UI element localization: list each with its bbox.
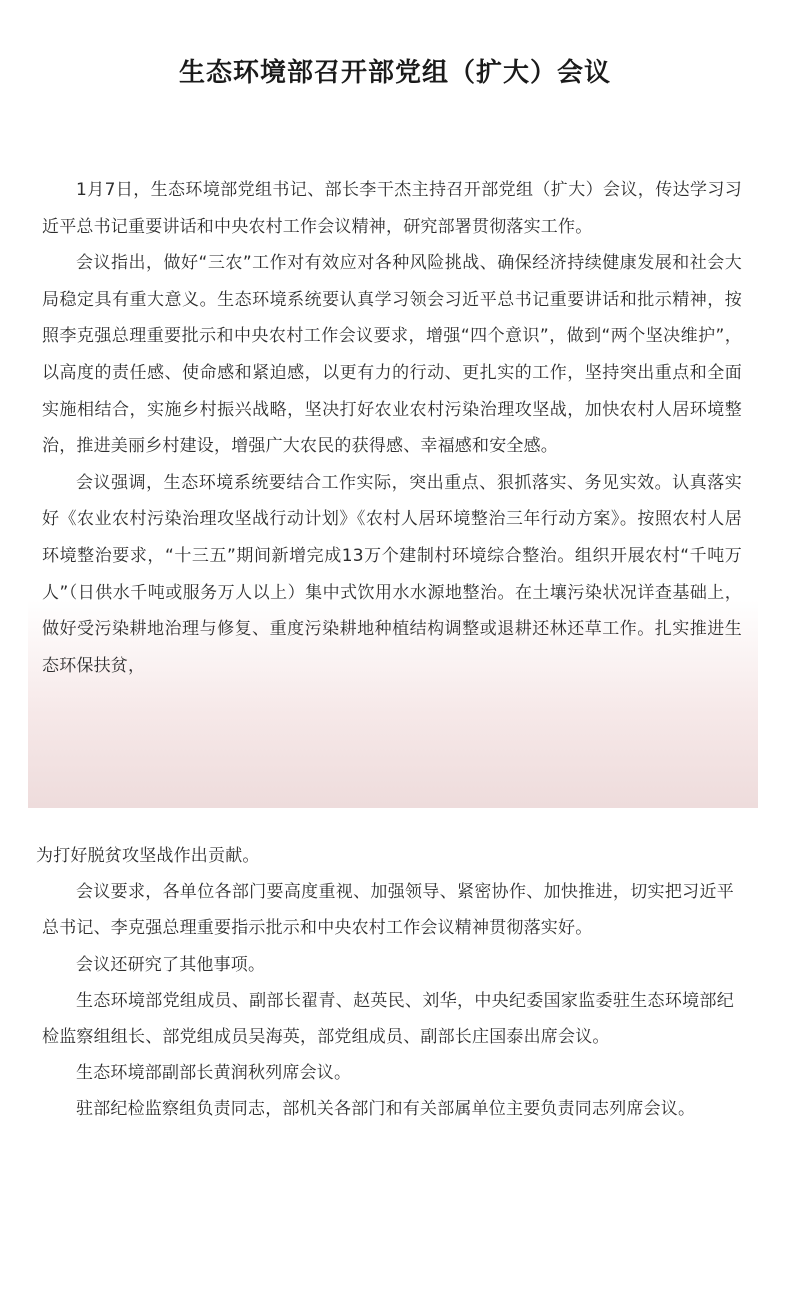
paragraph-intro: 1月7日，生态环境部党组书记、部长李干杰主持召开部党组（扩大）会议，传达学习习近平总书记重要讲话和中央农村工作会议精神，研究部署贯彻落实工作。 bbox=[42, 180, 742, 237]
paragraph-meeting-emphasized: 会议强调，生态环境系统要结合工作实际，突出重点、狠抓落实、务见实效。认真落实好《农业农村污染治理攻坚战行动计划》《农村人居环境整治三年行动方案》。按照农村人居环境整治要求，“十三五”期间新增完成13万个建制村环境综合整治。组织开展农村“千吨万人”（日供水千吨或服务万人以上）集中式饮用水水源地整治。在土壤污染状况详查基础上，做好受污染耕地治理与修复、重度污染耕地种植结构调整或退耕还林还草工作。扎实推进生态环保扶贫， bbox=[42, 472, 742, 676]
paragraph-meeting-required: 会议要求，各单位各部门要高度重视、加强领导、紧密协作、加快推进，切实把习近平总书记、李克强总理重要指示批示和中央农村工作会议精神贯彻落实好。 bbox=[42, 882, 734, 939]
page-one bbox=[28, 0, 758, 808]
paragraph-continuation: 为打好脱贫攻坚战作出贡献。 bbox=[36, 846, 260, 866]
paragraph-other-matters: 会议还研究了其他事项。 bbox=[76, 954, 266, 975]
article-title: 生态环境部召开部党组（扩大）会议 bbox=[178, 58, 611, 88]
paragraph-observer: 生态环境部副部长黄润秋列席会议。 bbox=[76, 1063, 352, 1084]
paragraph-meeting-noted: 会议指出，做好“三农”工作对有效应对各种风险挑战、确保经济持续健康发展和社会大局稳定具有重大意义。生态环境系统要认真学习领会习近平总书记重要讲话和批示精神，按照李克强总理重要批示和中央农村工作会议要求，增强“四个意识”，做到“两个坚决维护”，以高度的责任感、使命感和紧迫感，以更有力的行动、更扎实的工作，坚持突出重点和全面实施相结合，实施乡村振兴战略，坚决打好农业农村污染治理攻坚战，加快农村人居环境整治，推进美丽乡村建设，增强广大农民的获得感、幸福感和安全感。 bbox=[42, 253, 742, 457]
paragraph-attendees: 生态环境部党组成员、副部长翟青、赵英民、刘华，中央纪委国家监委驻生态环境部纪检监察组组长、部党组成员吴海英，部党组成员、副部长庄国泰出席会议。 bbox=[42, 990, 734, 1048]
paragraph-other-observers: 驻部纪检监察组负责同志，部机关各部门和有关部属单位主要负责同志列席会议。 bbox=[76, 1099, 696, 1120]
page-two-body bbox=[36, 838, 734, 1128]
page-one-body bbox=[42, 172, 742, 684]
